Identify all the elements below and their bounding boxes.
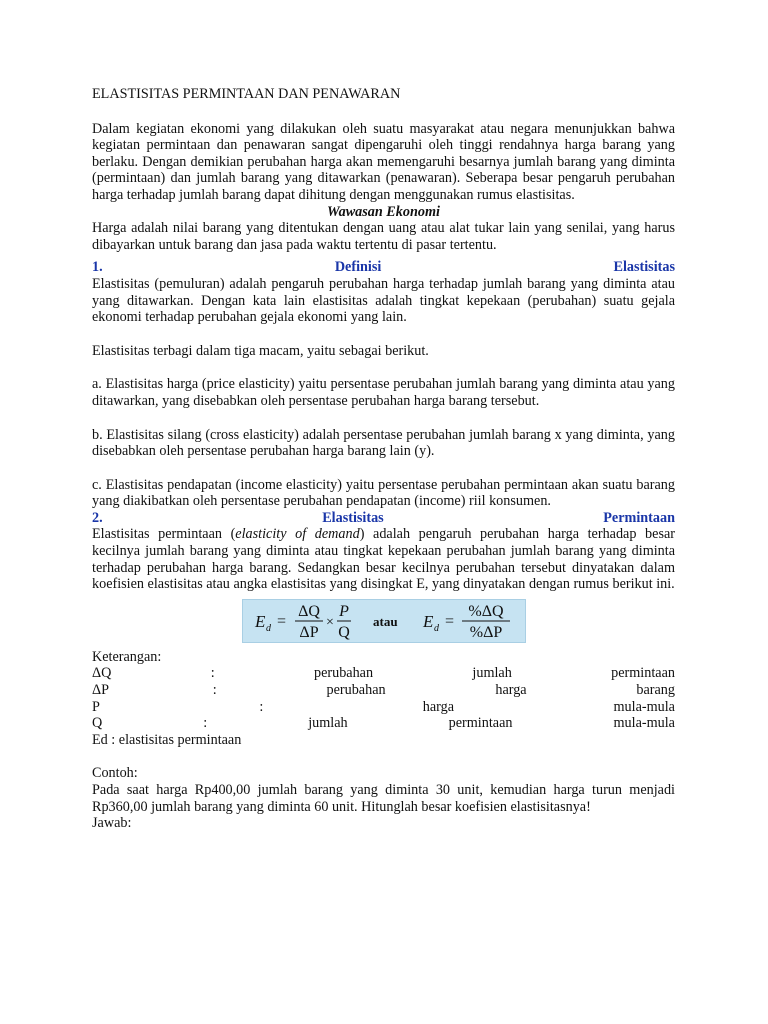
section1-paragraph: Elastisitas (pemuluran) adalah pengaruh perubahan harga terhadap jumlah barang yang diminta atau yang ditawarkan. Dengan kata lain elastisitas adalah tingkat kepekaan (perubahan) suatu gejala ekonomi terhadap perubahan gejala ekonomi yang lain. (92, 275, 675, 326)
formula-container (92, 599, 675, 643)
formula-num1: ΔQ (297, 602, 320, 620)
insight-heading: Wawasan Ekonomi (327, 203, 440, 220)
formula-sub-2: d (433, 622, 439, 634)
section1-word1: Definisi (334, 259, 382, 276)
section1-word2: Elastisitas (613, 259, 675, 276)
formula-times: × (325, 614, 334, 630)
section2-number: 2. (92, 509, 103, 526)
keterangan-row: ΔP : perubahan harga barang (92, 682, 675, 699)
section2-heading (92, 510, 675, 527)
section1-number: 1. (92, 259, 103, 276)
formula-num3: %ΔQ (467, 602, 504, 620)
keterangan-heading: Keterangan: (92, 648, 162, 665)
section1-heading (92, 259, 675, 276)
formula-den2: Q (337, 623, 350, 641)
section2-word2: Permintaan (603, 509, 675, 526)
contoh-paragraph: Pada saat harga Rp400,00 jumlah barang yang diminta 30 unit, kemudian harga turun menjadi Rp360,00 jumlah barang yang diminta 60 unit. Hitunglah besar koefisien elastisitasnya! (92, 782, 675, 815)
formula-eq-2: = (444, 612, 454, 630)
document-title: ELASTISITAS PERMINTAAN DAN PENAWARAN (92, 86, 401, 102)
formula-sub: d (265, 622, 271, 634)
insight-paragraph: Harga adalah nilai barang yang ditentukan dengan uang atau alat tukar lain yang senilai, yang harus dibayarkan untuk barang dan jasa pada waktu tertentu di pasar tertentu. (92, 220, 675, 253)
keterangan-row: P : harga mula-mula (92, 698, 675, 715)
formula-lhs: E (254, 611, 265, 631)
document-body (92, 86, 675, 832)
keterangan-ed: Ed : elastisitas permintaan (92, 731, 242, 748)
formula-lhs-2: E (422, 611, 433, 631)
formula-den3: %ΔP (469, 623, 502, 641)
section2-paragraph: Elastisitas permintaan (elasticity of demand) adalah pengaruh perubahan harga terhadap besar kecilnya jumlah barang yang diminta atau tingkat kepekaan perubahan jumlah barang yang diminta terhadap perubahan harga barang. Sedangkan besar kecilnya perubahan tersebut dinyatakan dalam koefisien elastisitas atau angka elastisitas yang disingkat E, yang dinyatakan dengan rumus berikut ini. (92, 526, 675, 593)
jawab-label: Jawab: (92, 815, 132, 832)
type-c-paragraph: c. Elastisitas pendapatan (income elasticity) yaitu persentase perubahan permintaan akan suatu barang yang diakibatkan oleh persentase perubahan pendapatan (income) riil konsumen. (92, 476, 675, 510)
formula-den1: ΔP (298, 623, 319, 641)
formula-num2: P (338, 602, 349, 620)
section2-word1: Elastisitas (322, 509, 384, 526)
types-intro: Elastisitas terbagi dalam tiga macam, yaitu sebagai berikut. (92, 342, 429, 359)
keterangan-row: ΔQ : perubahan jumlah permintaan (92, 665, 675, 682)
formula-eq: = (276, 612, 286, 630)
elasticity-formula (242, 599, 526, 643)
type-a-paragraph: a. Elastisitas harga (price elasticity) yaitu persentase perubahan jumlah barang yang diminta atau yang ditawarkan, yang disebabkan oleh persentase perubahan harga barang tersebut. (92, 376, 675, 409)
intro-paragraph: Dalam kegiatan ekonomi yang dilakukan oleh suatu masyarakat atau negara menunjukkan bahwa kegiatan permintaan dan penawaran sangat dipengaruhi oleh tinggi rendahnya harga barang yang berlaku. Dengan demikian perubahan harga akan memengaruhi besarnya jumlah barang yang diminta (permintaan) dan jumlah barang yang ditawarkan (penawaran). Seberapa besar pengaruh perubahan harga terhadap jumlah barang dapat dihitung dengan menggunakan rumus elastisitas. (92, 120, 675, 203)
keterangan-row: Q : jumlah permintaan mula-mula (92, 715, 675, 732)
type-b-paragraph: b. Elastisitas silang (cross elasticity) adalah persentase perubahan jumlah barang x yang diminta, yang disebabkan oleh persentase perubahan harga barang lain (y). (92, 426, 675, 460)
formula-connector: atau (372, 613, 398, 629)
contoh-heading: Contoh: (92, 765, 138, 782)
